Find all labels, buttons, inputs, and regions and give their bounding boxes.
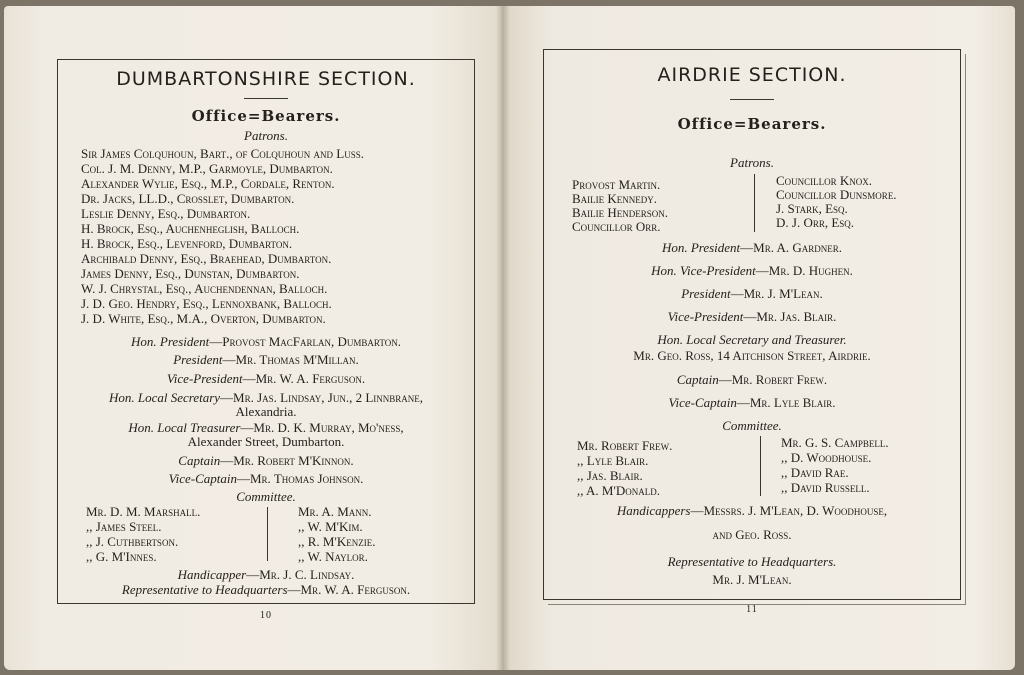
committee-member: Mr. Robert Frew. (577, 438, 673, 453)
office-bearers-heading: Office=Bearers. (677, 115, 827, 133)
patron-line: Provost Martin. (572, 177, 661, 192)
committee-member: ,, R. M'Kenzie. (298, 534, 376, 549)
vice-captain-line: Vice-Captain—Mr. Thomas Johnson. (168, 471, 364, 486)
patron-line: Col. J. M. Denny, M.P., Garmoyle, Dumbarton. (81, 161, 333, 176)
committee-member: ,, G. M'Innes. (86, 549, 157, 564)
committee-divider (267, 507, 268, 561)
page-number: 11 (746, 604, 758, 615)
page-number: 10 (260, 610, 272, 621)
committee-member: ,, W. M'Kim. (298, 519, 363, 534)
patron-line: Councillor Dunsmore. (776, 187, 897, 202)
committee-member: ,, David Rae. (781, 465, 849, 480)
handicapper-line: Handicapper—Mr. J. C. Lindsay. (177, 567, 355, 582)
patron-line: W. J. Chrystal, Esq., Auchendennan, Balloch. (81, 281, 328, 296)
hon-local-secretary-cont: Alexandria. (235, 404, 297, 419)
committee-member: Mr. G. S. Campbell. (781, 435, 889, 450)
patrons-divider (754, 174, 755, 232)
patron-line: Alexander Wylie, Esq., M.P., Cordale, Renton. (81, 176, 335, 191)
committee-divider (760, 436, 761, 496)
committee-member: ,, D. Woodhouse. (781, 450, 872, 465)
captain-line: Captain—Mr. Robert Frew. (676, 372, 828, 387)
representative-line: Representative to Headquarters—Mr. W. A. Ferguson. (121, 582, 411, 597)
hon-secretary-treasurer-role: Hon. Local Secretary and Treasurer. (657, 332, 847, 347)
book-gutter (496, 6, 510, 670)
committee-heading: Committee. (722, 418, 782, 433)
committee-member: ,, Jas. Blair. (577, 468, 643, 483)
patron-line: Bailie Kennedy. (572, 191, 658, 206)
committee-member: ,, Lyle Blair. (577, 453, 649, 468)
patron-line: Councillor Orr. (572, 219, 661, 234)
representative-role: Representative to Headquarters. (667, 554, 837, 569)
patrons-heading: Patrons. (244, 128, 288, 143)
office-bearers-heading: Office=Bearers. (191, 107, 341, 125)
committee-member: ,, W. Naylor. (298, 549, 368, 564)
committee-heading: Committee. (236, 489, 296, 504)
hon-president-line: Hon. President—Mr. A. Gardner. (661, 240, 843, 255)
committee-member: Mr. D. M. Marshall. (86, 504, 201, 519)
patrons-heading: Patrons. (730, 155, 774, 170)
representative: Mr. J. M'Lean. (712, 572, 792, 587)
patron-line: James Denny, Esq., Dunstan, Dumbarton. (81, 266, 300, 281)
hon-local-treasurer-cont: Alexander Street, Dumbarton. (187, 434, 345, 449)
patron-line: H. Brock, Esq., Levenford, Dumbarton. (81, 236, 293, 251)
vice-captain-line: Vice-Captain—Mr. Lyle Blair. (668, 395, 836, 410)
president-line: President—Mr. Thomas M'Millan. (173, 352, 359, 367)
patron-line: Archibald Denny, Esq., Braehead, Dumbarton. (81, 251, 332, 266)
patron-line: J. D. White, Esq., M.A., Overton, Dumbarton. (81, 311, 326, 326)
committee-member: Mr. A. Mann. (298, 504, 372, 519)
patron-line: Bailie Henderson. (572, 205, 669, 220)
airdrie-title: AIRDRIE SECTION. (657, 64, 847, 86)
handicappers-cont: and Geo. Ross. (712, 527, 792, 542)
hon-president-line: Hon. President—Provost MacFarlan, Dumbarton. (131, 334, 401, 349)
committee-member: ,, J. Cuthbertson. (86, 534, 179, 549)
vice-president-line: Vice-President—Mr. Jas. Blair. (667, 309, 837, 324)
patron-line: J. D. Geo. Hendry, Esq., Lennoxbank, Balloch. (81, 296, 332, 311)
patron-line: H. Brock, Esq., Auchenheglish, Balloch. (81, 221, 300, 236)
dumbartonshire-title: DUMBARTONSHIRE SECTION. (116, 68, 416, 90)
hon-secretary-treasurer: Mr. Geo. Ross, 14 Aitchison Street, Airdrie. (633, 348, 871, 363)
committee-member: ,, David Russell. (781, 480, 870, 495)
hon-vice-president-line: Hon. Vice-President—Mr. D. Hughen. (651, 263, 853, 278)
patron-line: J. Stark, Esq. (776, 201, 848, 216)
title-rule (730, 99, 774, 100)
hon-local-treasurer-line: Hon. Local Treasurer—Mr. D. K. Murray, Mo'ness, (128, 420, 404, 435)
patron-line: Dr. Jacks, LL.D., Crosslet, Dumbarton. (81, 191, 295, 206)
hon-local-secretary-line: Hon. Local Secretary—Mr. Jas. Lindsay, Jun., 2 Linnbrane, (108, 390, 424, 405)
patron-line: Councillor Knox. (776, 173, 873, 188)
committee-member: ,, James Steel. (86, 519, 162, 534)
title-rule (244, 98, 288, 99)
patron-line: Sir James Colquhoun, Bart., of Colquhoun and Luss. (81, 146, 364, 161)
vice-president-line: Vice-President—Mr. W. A. Ferguson. (166, 371, 366, 386)
handicappers-line: Handicappers—Messrs. J. M'Lean, D. Woodhouse, (616, 503, 888, 518)
president-line: President—Mr. J. M'Lean. (681, 286, 823, 301)
patron-line: D. J. Orr, Esq. (776, 215, 855, 230)
patron-line: Leslie Denny, Esq., Dumbarton. (81, 206, 251, 221)
committee-member: ,, A. M'Donald. (577, 483, 660, 498)
captain-line: Captain—Mr. Robert M'Kinnon. (178, 453, 354, 468)
